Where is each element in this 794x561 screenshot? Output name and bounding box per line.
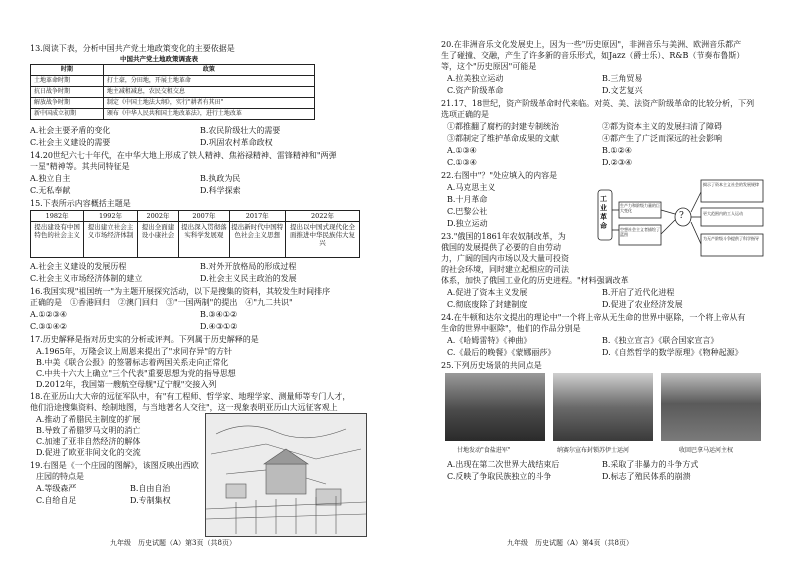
q21-stem-line2: 选项正确的是: [441, 110, 489, 119]
q15-year: 2017年: [229, 211, 285, 222]
q23-stem-line3: 力，广阔的国内市场以及大量可投资: [441, 254, 569, 263]
q24-stem-line2: 生命的世界中驱除"，他们的作品分别是: [441, 324, 581, 333]
q20-stem-line2: 生了碰撞、交融，产生了许多新的音乐形式，如Jazz（爵士乐）、R&B（节奏布鲁斯）: [441, 51, 745, 60]
q13-cell: 抗日战争时期: [31, 87, 104, 98]
q21-item-4: ④都产生了广泛而深远的社会影响: [602, 134, 722, 143]
q15-table: [30, 210, 360, 258]
q13-cell: 解放战争时期: [31, 98, 104, 109]
q13-option-b: B.农民阶级壮大的需要: [200, 126, 281, 135]
q15-cell: 提出新时代中国特色社会主义思想: [229, 222, 285, 258]
q13-table: [30, 64, 315, 120]
q22-option-c: C.巴黎公社: [447, 207, 488, 216]
q25-option-c: C.反映了争取民族独立的斗争: [447, 472, 552, 481]
photo-suez-canal: [553, 373, 653, 441]
q23-stem-line2: 俄国的发展提供了必要的自由劳动: [441, 243, 561, 252]
q13-option-a: A.社会主要矛盾的变化: [30, 126, 111, 135]
q20-option-d: D.文艺复兴: [602, 86, 643, 95]
q14-stem-line1: 14.20世纪六七十年代，在中华大地上形成了铁人精神、焦裕禄精神、雷锋精神和"两弹: [30, 151, 337, 160]
left-footer: 九年级 历史试题（A）第3页（共8页）: [110, 539, 236, 547]
q25-option-b: B.采取了非暴力的斗争方式: [602, 460, 699, 469]
q15-cell: 提出建设有中国特色的社会主义: [31, 222, 84, 258]
q22-option-a: A.马克思主义: [447, 183, 496, 192]
q13-option-d: D.巩固农村革命政权: [200, 138, 273, 147]
diagram-right-box-1: 揭示了资本主义社会的发展规律: [703, 182, 759, 187]
q24-stem-line1: 24.在牛顿和达尔文提出的理论中"一个将上帝从无生命的世界中驱除，一个将上帝从有: [441, 313, 746, 322]
q22-option-d: D.独立运动: [447, 219, 488, 228]
q23-stem-line1: 23."俄国的1861年农奴制改革，为: [441, 232, 566, 241]
q15-year: 1982年: [31, 211, 84, 222]
q13-table-title: 中国共产党土地政策调查表: [120, 55, 198, 63]
q19-stem-line1: 19.右图是《一个庄园的图解》，该图反映出西欧: [30, 461, 199, 470]
q18-stem-line1: 18.在亚历山大大帝的远征军队中，有"有工程师、哲学家、地理学家、测量师等专门人才，: [30, 392, 351, 401]
photo-panama-canal: [661, 373, 761, 441]
q16-option-c: C.③①④②: [30, 322, 68, 331]
q13-cell: 制定《中国土地法大纲》，实行"耕者有其田": [103, 98, 314, 109]
diagram-right-box-2: 更大范围内的工人运动: [703, 211, 743, 216]
q19-option-d: D.专制集权: [130, 496, 171, 505]
q15-option-b: B.对外开放格局的形成过程: [200, 262, 297, 271]
q19-option-c: C.自给自足: [36, 496, 77, 505]
q15-year: 2002年: [137, 211, 179, 222]
q23-option-c: C.彻底废除了封建制度: [447, 300, 528, 309]
caption-panama: 收回巴拿马运河主权: [679, 447, 734, 454]
q21-option-c: C.①③④: [447, 158, 477, 167]
photo-salt-march: [445, 373, 545, 441]
q24-option-b: B.《独立宣言》《联合国家宣言》: [602, 336, 719, 345]
q19-stem-line2: 庄园的特点是: [36, 472, 84, 481]
q23-stem-line5: 体系，加快了俄国工业化的历史进程。"材料强调改革: [441, 276, 629, 285]
q21-option-a: A.①③④: [447, 146, 477, 155]
diagram-industrial-revolution: 工业革命: [600, 194, 607, 230]
q20-stem-line1: 20.在非洲音乐文化发展史上，因为一些"历史原因"，非洲音乐与美洲、欧洲音乐都产: [441, 40, 742, 49]
q17-option-d: D.2012年，我国第一艘航空母舰"辽宁舰"交接入列: [36, 380, 217, 389]
q15-cell: 提出全面建设小康社会: [137, 222, 179, 258]
q15-stem: 15.下表所示内容概括主题是: [30, 199, 131, 208]
diagram-question-mark: ?: [679, 211, 684, 221]
q22-option-b: B.十月革命: [447, 195, 488, 204]
diagram-right-box-3: 为无产阶级斗争提供了科学指导: [703, 236, 759, 241]
q17-option-a: A.1965年，万隆会议上周恩来提出了"求同存异"的方针: [36, 347, 233, 356]
q18-stem-line2: 他们沿途搜集资料、绘制地图，与当地著名人交往"，这一现象表明亚历山大远征客观上: [30, 403, 338, 412]
q25-stem: 25.下列历史场景的共同点是: [441, 361, 542, 370]
q17-stem: 17.历史解释是指对历史实的分析或评判。下列属于历史解释的是: [30, 335, 259, 344]
q23-stem-line4: 的社会环境，同时建立起相应的司法: [441, 265, 569, 274]
q15-cell: 提出以中国式现代化全面推进中华民族伟大复兴: [285, 222, 359, 258]
q14-option-b: B.执政为民: [200, 174, 241, 183]
q22-stem: 22.右图中"？"处应填入的内容是: [441, 171, 558, 180]
q21-option-b: B.①②④: [602, 146, 632, 155]
q25-option-d: D.标志了殖民体系的崩溃: [602, 472, 691, 481]
q21-stem-line1: 21.17、18世纪，资产阶级革命时代来临。对英、美、法资产阶级革命的比较分析，下列: [441, 99, 755, 108]
q15-year: 2007年: [179, 211, 229, 222]
q14-stem-line2: 一星"精神等。其共同特征是: [30, 162, 130, 171]
q14-option-a: A.独立自主: [30, 174, 71, 183]
q13-header: 政策: [103, 65, 314, 76]
q15-year: 2022年: [285, 211, 359, 222]
q14-option-d: D.科学探索: [200, 186, 241, 195]
q16-stem-line1: 16.我国实现"祖国统一"为主题开展探究活动，以下是搜集的资料，其较发生时间排序: [30, 287, 331, 296]
q13-header: 时期: [31, 65, 104, 76]
caption-salt-march: 甘地发动"食盐进军": [457, 447, 511, 454]
q15-option-c: C.社会主义市场经济体制的建立: [30, 274, 143, 283]
q25-option-a: A.出现在第二次世界大战结束后: [447, 460, 560, 469]
q16-stem-line2: 正确的是 ①香港回归 ②澳门回归 ③"一国两制"的提出 ④"九二共识": [30, 298, 293, 307]
q13-cell: 土地革命时期: [31, 76, 104, 87]
q15-option-a: A.社会主义建设的发展历程: [30, 262, 127, 271]
q23-option-d: D.促进了农业经济发展: [602, 300, 683, 309]
q14-option-c: C.无私奉献: [30, 186, 71, 195]
q23-option-a: A.促进了资本主义发展: [447, 288, 528, 297]
q20-option-c: C.资产阶级革命: [447, 86, 504, 95]
q15-cell: 提出深入贯彻落实科学发展观: [179, 222, 229, 258]
q21-option-d: D.②③④: [602, 158, 633, 167]
q24-option-d: D.《自然哲学的数学原理》《物种起源》: [602, 348, 743, 357]
caption-suez: 纳赛尔宣布封锁苏伊士运河: [557, 447, 630, 454]
q13-cell: 新中国成立初期: [31, 109, 104, 120]
q17-option-c: C.中共十六大上确立"三个代表"重要思想为党的指导思想: [36, 369, 236, 378]
q18-option-c: C.加速了亚非自然经济的解体: [36, 437, 141, 446]
q15-cell: 提出建立社会主义市场经济体制: [84, 222, 137, 258]
right-footer: 九年级 历史试题（A）第4页（共8页）: [507, 539, 633, 547]
manor-drawing: [206, 414, 366, 536]
q23-option-b: B.开启了近代化进程: [602, 288, 675, 297]
q24-option-a: A.《哈姆雷特》《神曲》: [447, 336, 532, 345]
q21-item-3: ③都制定了维护革命成果的文献: [447, 134, 559, 143]
q16-option-a: A.①②③④: [30, 310, 68, 319]
q15-option-d: D.社会主义民主政治的发展: [200, 274, 297, 283]
q21-item-1: ①都推翻了腐朽的封建专制统治: [447, 122, 559, 131]
q22-diagram: [597, 170, 767, 265]
q13-cell: 地主减租减息，农民交租交息: [103, 87, 314, 98]
q18-option-b: B.导致了希腊罗马文明的消亡: [36, 426, 141, 435]
q19-option-b: B.自由自治: [130, 484, 171, 493]
q18-option-d: D.促进了欧亚非间文化的交流: [36, 448, 141, 457]
q20-stem-line3: 等，这个"历史原因"可能是: [441, 62, 537, 71]
q18-option-a: A.推动了希腊民主制度的扩展: [36, 415, 141, 424]
diagram-productivity-box: 生产力和阶级力量的巨大变化: [620, 203, 660, 213]
q13-stem: 13.阅读下表，分析中国共产党土地政策变化的主要依据是: [30, 44, 235, 53]
q19-option-a: A.等级森严: [36, 484, 77, 493]
q16-option-d: D.④③①②: [200, 322, 238, 331]
q16-option-b: B.③④①②: [200, 310, 238, 319]
q13-cell: 打土豪，分田地，开展土地革命: [103, 76, 314, 87]
diagram-utopian-box: 空想社会主义者描绘了蓝图: [620, 227, 660, 237]
q20-option-b: B.三角贸易: [602, 74, 643, 83]
q24-option-c: C.《最后的晚餐》《蒙娜丽莎》: [447, 348, 556, 357]
right-page: [397, 0, 794, 561]
q17-option-b: B.中美《联合公报》的签署标志着两国关系走向正常化: [36, 358, 229, 367]
q13-cell: 颁布《中华人民共和国土地改革法》，进行土地改革: [103, 109, 314, 120]
q13-option-c: C.社会主义建设的需要: [30, 138, 111, 147]
q15-year: 1992年: [84, 211, 137, 222]
q20-option-a: A.拉美独立运动: [447, 74, 504, 83]
q21-item-2: ②都为资本主义的发展扫清了障碍: [602, 122, 722, 131]
manor-illustration: [205, 413, 367, 537]
